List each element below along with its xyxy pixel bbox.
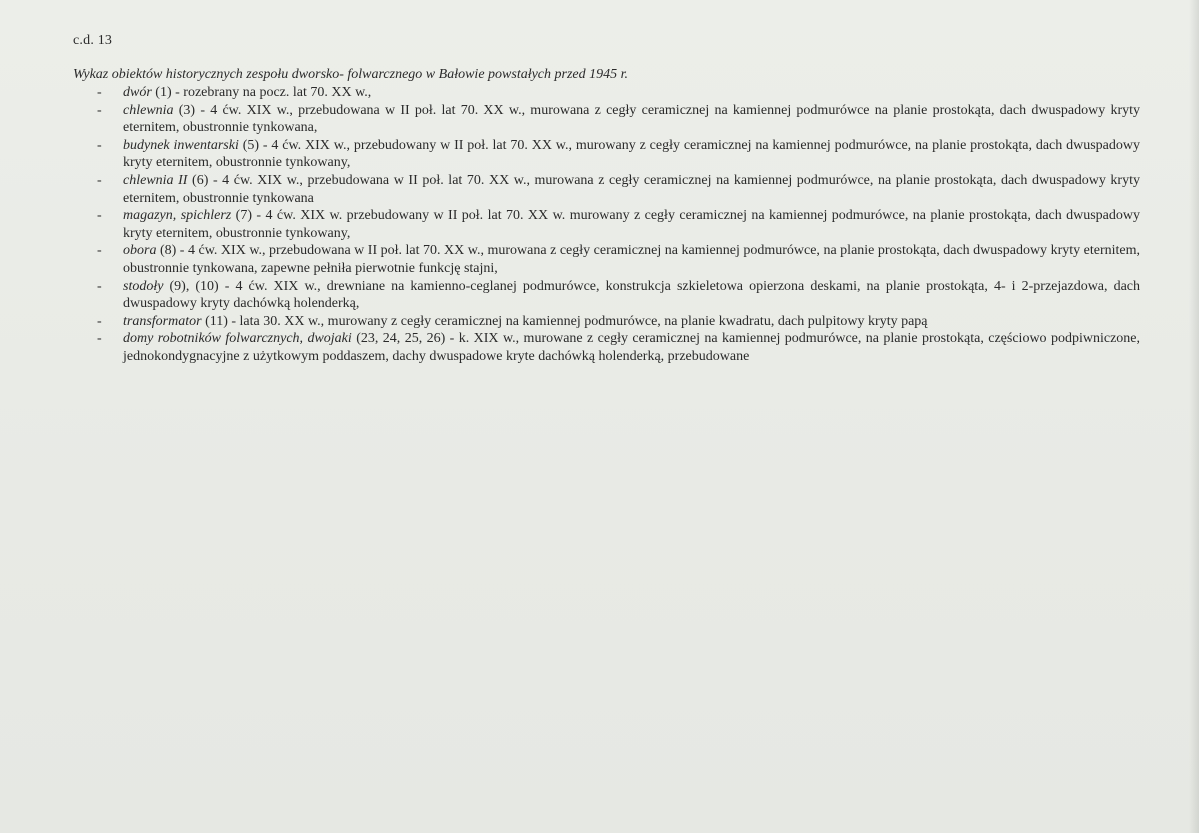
object-name: domy robotników folwarcznych, dwojaki — [123, 331, 352, 347]
object-description: (11) - lata 30. XX w., murowany z cegły ceramicznej na kamiennej podmurówce, na planie kwadratu, dach pulpitowy kryty papą — [201, 313, 928, 329]
list-item — [97, 242, 1140, 277]
object-description: (9), (10) - 4 ćw. XIX w., drewniane na kamienno-ceglanej podmurówce, konstrukcja szkieletowa opierzona deskami, na planie prostokąta, 4- i 2-przejazdowa, dach dwuspadowy kryty dachówką holenderką, — [123, 278, 1140, 312]
object-description: (6) - 4 ćw. XIX w., przebudowana w II poł. lat 70. XX w., murowana z cegły ceramicznej na kamiennej podmurówce, na planie prostokąta, dach dwuspadowy kryty eternitem, obustronnie tynkowana — [123, 172, 1140, 206]
page-edge-shadow — [1189, 0, 1199, 833]
object-description: (3) - 4 ćw. XIX w., przebudowana w II poł. lat 70. XX w., murowana z cegły ceramicznej na kamiennej podmurówce na planie prostokąta, dach dwuspadowy kryty eternitem, obustronnie tynkowana, — [123, 102, 1140, 136]
object-description: (1) - rozebrany na pocz. lat 70. XX w., — [151, 85, 372, 100]
list-dash: - — [97, 137, 102, 153]
list-dash: - — [97, 331, 102, 347]
list-dash: - — [97, 172, 102, 188]
object-description: (23, 24, 25, 26) - k. XIX w., murowane z cegły ceramicznej na kamiennej podmurówce, na planie prostokąta, częściowo podpiwniczone, jednokondygnacyjne z użytkowym poddaszem, dachy dwuspadowe kryte dachówką holenderką, przebudowane — [123, 331, 1140, 364]
list-item — [97, 137, 1140, 172]
list-dash: - — [97, 243, 102, 259]
object-name: magazyn, spichlerz — [123, 208, 232, 224]
list-item — [97, 84, 1140, 102]
object-name: transformator — [123, 313, 202, 329]
list-dash: - — [97, 85, 102, 100]
object-name: chlewnia II — [123, 172, 188, 188]
list-item — [97, 313, 1140, 331]
object-name: obora — [123, 243, 157, 259]
list-item — [97, 207, 1140, 242]
object-list — [97, 84, 1140, 366]
document-title: Wykaz obiektów historycznych zespołu dworsko- folwarcznego w Bałowie powstałych przed 1945 r. — [73, 67, 629, 82]
object-name: dwór — [123, 85, 152, 100]
list-item — [97, 330, 1140, 365]
list-dash: - — [97, 313, 102, 329]
object-name: stodoły — [123, 278, 164, 294]
list-item — [97, 172, 1140, 207]
object-description: (7) - 4 ćw. XIX w. przebudowany w II poł. lat 70. XX w. murowany z cegły ceramicznej na kamiennej podmurówce, na planie prostokąta, dach dwuspadowy kryty eternitem, obustronnie tynkowany, — [123, 208, 1140, 241]
list-item — [97, 278, 1140, 313]
object-name: budynek inwentarski — [123, 137, 239, 153]
object-name: chlewnia — [123, 102, 174, 118]
list-dash: - — [97, 208, 102, 224]
list-item — [97, 102, 1140, 137]
list-dash: - — [97, 102, 102, 118]
list-dash: - — [97, 278, 102, 294]
page-reference: c.d. 13 — [73, 33, 113, 48]
object-description: (8) - 4 ćw. XIX w., przebudowana w II poł. lat 70. XX w., murowana z cegły ceramicznej na kamiennej podmurówce, na planie prostokąta, dach dwuspadowy kryty eternitem, obustronnie tynkowana, zapewne pełniła pierwotnie funkcję stajni, — [123, 243, 1140, 276]
object-description: (5) - 4 ćw. XIX w., przebudowany w II poł. lat 70. XX w., murowany z cegły ceramicznej na kamiennej podmurówce, na planie prostokąta, dach dwuspadowy kryty eternitem, obustronnie tynkowany, — [123, 137, 1140, 171]
